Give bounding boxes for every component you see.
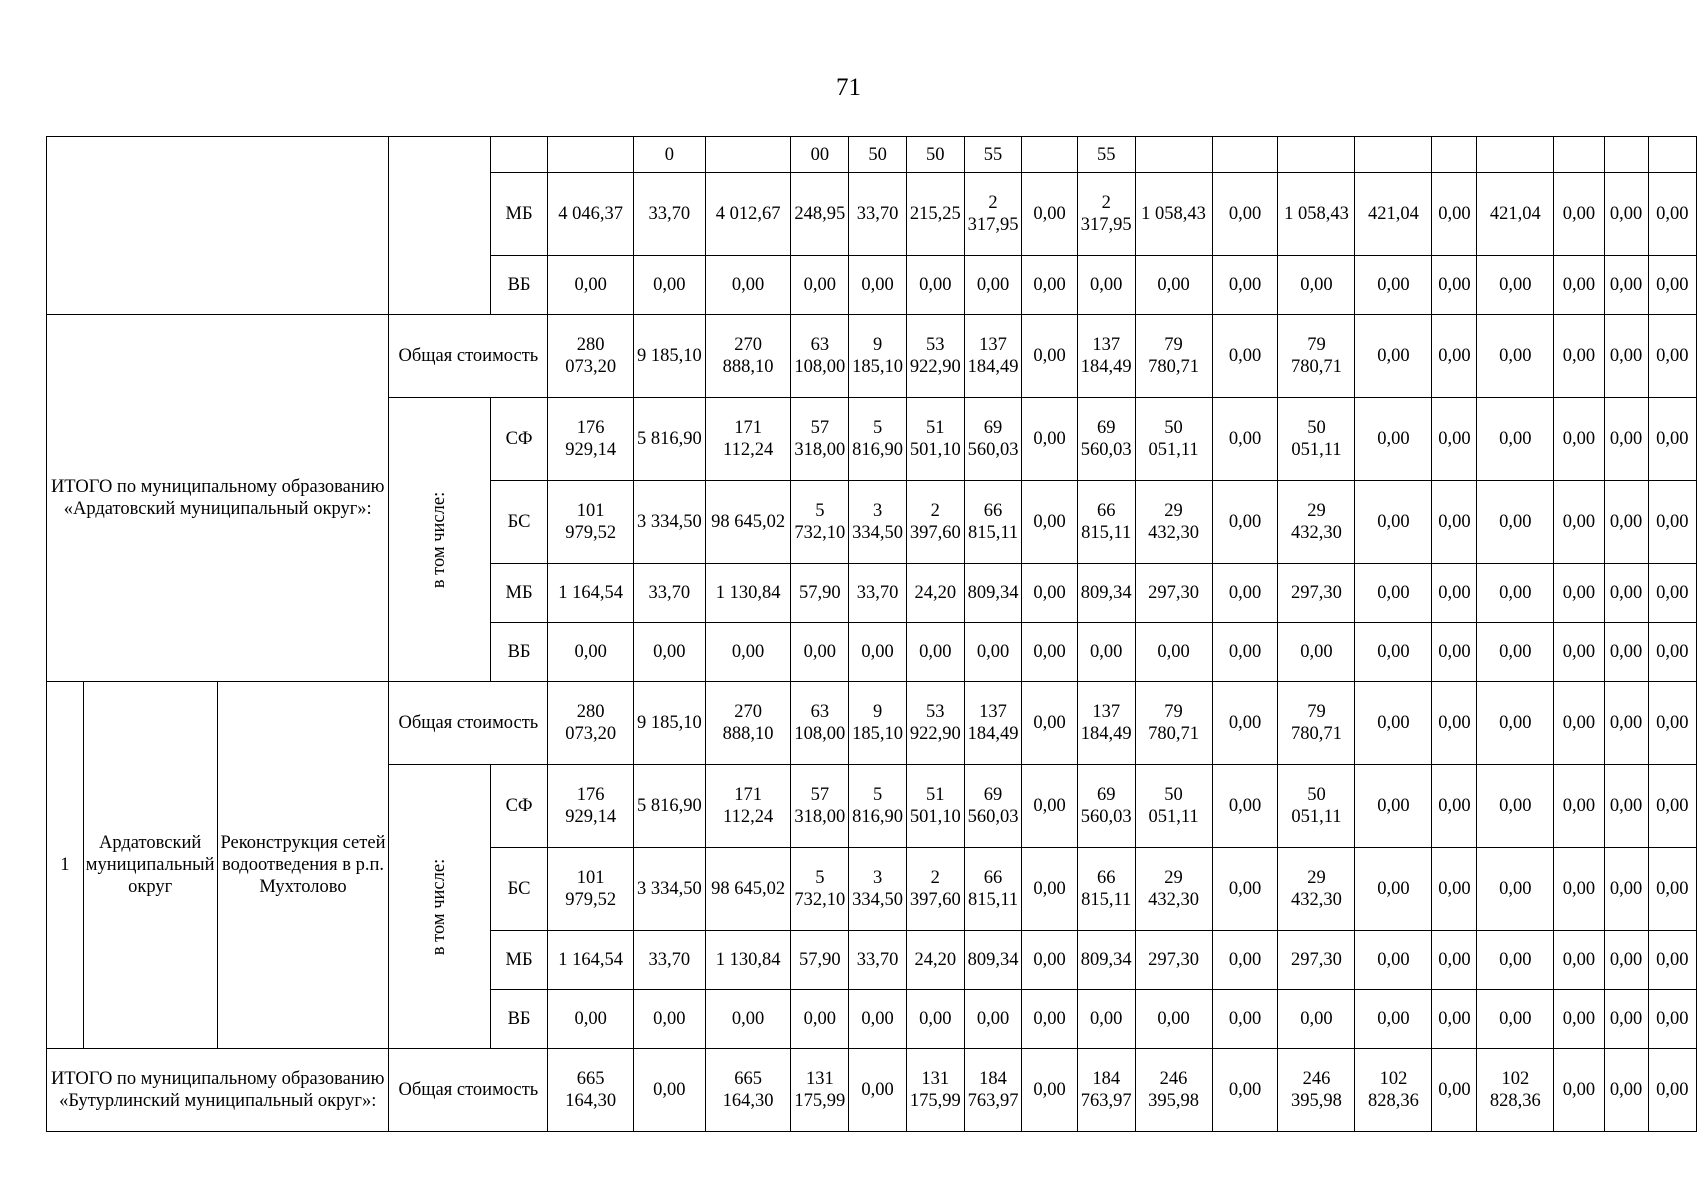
project-name: Реконструкция сетей водоотведения в р.п. Мухтолово bbox=[217, 682, 389, 1049]
carry-cell bbox=[1604, 137, 1648, 173]
value-cell: 0,00 bbox=[1432, 173, 1477, 256]
value-cell: 5 816,90 bbox=[634, 398, 706, 481]
value-cell: 0,00 bbox=[1022, 931, 1077, 990]
value-cell: 2 397,60 bbox=[906, 848, 964, 931]
value-cell: 63 108,00 bbox=[791, 315, 849, 398]
value-cell: 5 816,90 bbox=[849, 765, 907, 848]
value-cell: 0,00 bbox=[1554, 990, 1604, 1049]
value-cell: 215,25 bbox=[906, 173, 964, 256]
value-cell: 66 815,11 bbox=[1077, 848, 1135, 931]
fund-cell: ВБ bbox=[490, 256, 547, 315]
value-cell: 809,34 bbox=[1077, 564, 1135, 623]
value-cell: 0,00 bbox=[1212, 848, 1278, 931]
value-cell: 0,00 bbox=[1432, 990, 1477, 1049]
value-cell: 0,00 bbox=[1648, 682, 1696, 765]
value-cell: 79 780,71 bbox=[1278, 315, 1355, 398]
value-cell: 248,95 bbox=[791, 173, 849, 256]
fund-cell: БС bbox=[490, 481, 547, 564]
value-cell: 0,00 bbox=[1604, 848, 1648, 931]
empty-fund-cell bbox=[490, 137, 547, 173]
value-cell: 0,00 bbox=[1355, 848, 1432, 931]
value-cell: 0,00 bbox=[1432, 256, 1477, 315]
carry-cell: 0 bbox=[634, 137, 706, 173]
value-cell: 0,00 bbox=[1604, 256, 1648, 315]
value-cell: 57 318,00 bbox=[791, 765, 849, 848]
carry-cell: 00 bbox=[791, 137, 849, 173]
value-cell: 5 816,90 bbox=[634, 765, 706, 848]
value-cell: 24,20 bbox=[906, 931, 964, 990]
budget-table bbox=[46, 136, 1697, 1132]
value-cell: 0,00 bbox=[1554, 315, 1604, 398]
value-cell: 0,00 bbox=[1477, 398, 1554, 481]
value-cell: 0,00 bbox=[1648, 990, 1696, 1049]
value-cell: 33,70 bbox=[849, 931, 907, 990]
value-cell: 50 051,11 bbox=[1135, 765, 1212, 848]
value-cell: 0,00 bbox=[1477, 256, 1554, 315]
value-cell: 0,00 bbox=[1648, 173, 1696, 256]
empty-label-cell bbox=[47, 137, 389, 315]
value-cell: 0,00 bbox=[1432, 848, 1477, 931]
value-cell: 0,00 bbox=[906, 990, 964, 1049]
value-cell: 53 922,90 bbox=[906, 315, 964, 398]
value-cell: 66 815,11 bbox=[964, 481, 1022, 564]
value-cell: 51 501,10 bbox=[906, 398, 964, 481]
value-cell: 270 888,10 bbox=[705, 315, 791, 398]
value-cell: 0,00 bbox=[1477, 765, 1554, 848]
incl-text: в том числе: bbox=[429, 491, 450, 588]
value-cell: 79 780,71 bbox=[1135, 315, 1212, 398]
value-cell: 0,00 bbox=[1432, 398, 1477, 481]
carry-cell bbox=[548, 137, 634, 173]
value-cell: 0,00 bbox=[1554, 931, 1604, 990]
page-number: 71 bbox=[836, 74, 861, 101]
value-cell: 0,00 bbox=[906, 623, 964, 682]
value-cell: 137 184,49 bbox=[964, 315, 1022, 398]
carry-cell bbox=[1022, 137, 1077, 173]
value-cell: 0,00 bbox=[1604, 315, 1648, 398]
value-cell: 33,70 bbox=[634, 173, 706, 256]
value-cell: 0,00 bbox=[1355, 682, 1432, 765]
value-cell: 280 073,20 bbox=[548, 682, 634, 765]
value-cell: 0,00 bbox=[1212, 398, 1278, 481]
value-cell: 809,34 bbox=[964, 564, 1022, 623]
carry-cell bbox=[1648, 137, 1696, 173]
fund-cell: СФ bbox=[490, 398, 547, 481]
value-cell: 3 334,50 bbox=[849, 481, 907, 564]
project-number: 1 bbox=[47, 682, 84, 1049]
value-cell: 665 164,30 bbox=[705, 1049, 791, 1132]
value-cell: 1 130,84 bbox=[705, 564, 791, 623]
value-cell: 0,00 bbox=[1432, 623, 1477, 682]
value-cell: 0,00 bbox=[634, 256, 706, 315]
value-cell: 0,00 bbox=[1648, 398, 1696, 481]
value-cell: 0,00 bbox=[1432, 931, 1477, 990]
fund-cell: МБ bbox=[490, 173, 547, 256]
value-cell: 665 164,30 bbox=[548, 1049, 634, 1132]
value-cell: 0,00 bbox=[1278, 990, 1355, 1049]
value-cell: 0,00 bbox=[1432, 765, 1477, 848]
value-cell: 171 112,24 bbox=[705, 765, 791, 848]
value-cell: 0,00 bbox=[1135, 256, 1212, 315]
value-cell: 50 051,11 bbox=[1135, 398, 1212, 481]
value-cell: 421,04 bbox=[1477, 173, 1554, 256]
value-cell: 171 112,24 bbox=[705, 398, 791, 481]
value-cell: 0,00 bbox=[1477, 481, 1554, 564]
value-cell: 29 432,30 bbox=[1278, 848, 1355, 931]
value-cell: 0,00 bbox=[1022, 398, 1077, 481]
value-cell: 0,00 bbox=[705, 990, 791, 1049]
value-cell: 33,70 bbox=[849, 564, 907, 623]
value-cell: 1 058,43 bbox=[1135, 173, 1212, 256]
value-cell: 0,00 bbox=[1022, 1049, 1077, 1132]
value-cell: 0,00 bbox=[1648, 564, 1696, 623]
value-cell: 2 317,95 bbox=[964, 173, 1022, 256]
value-cell: 5 816,90 bbox=[849, 398, 907, 481]
value-cell: 0,00 bbox=[1278, 256, 1355, 315]
value-cell: 0,00 bbox=[964, 990, 1022, 1049]
value-cell: 0,00 bbox=[1554, 481, 1604, 564]
value-cell: 0,00 bbox=[634, 1049, 706, 1132]
value-cell: 0,00 bbox=[964, 256, 1022, 315]
value-cell: 0,00 bbox=[849, 990, 907, 1049]
value-cell: 0,00 bbox=[964, 623, 1022, 682]
value-cell: 0,00 bbox=[1648, 315, 1696, 398]
value-cell: 0,00 bbox=[1477, 990, 1554, 1049]
value-cell: 0,00 bbox=[849, 623, 907, 682]
value-cell: 98 645,02 bbox=[705, 848, 791, 931]
value-cell: 0,00 bbox=[1022, 990, 1077, 1049]
value-cell: 53 922,90 bbox=[906, 682, 964, 765]
carry-cell bbox=[1135, 137, 1212, 173]
value-cell: 246 395,98 bbox=[1135, 1049, 1212, 1132]
value-cell: 0,00 bbox=[1648, 623, 1696, 682]
value-cell: 0,00 bbox=[1432, 315, 1477, 398]
value-cell: 0,00 bbox=[1212, 1049, 1278, 1132]
value-cell: 0,00 bbox=[1604, 623, 1648, 682]
value-cell: 0,00 bbox=[1432, 1049, 1477, 1132]
value-cell: 0,00 bbox=[1477, 564, 1554, 623]
value-cell: 0,00 bbox=[1477, 315, 1554, 398]
value-cell: 98 645,02 bbox=[705, 481, 791, 564]
value-cell: 0,00 bbox=[1604, 398, 1648, 481]
value-cell: 0,00 bbox=[1554, 848, 1604, 931]
value-cell: 0,00 bbox=[1022, 564, 1077, 623]
total-cost-label: Общая стоимость bbox=[389, 1049, 548, 1132]
value-cell: 270 888,10 bbox=[705, 682, 791, 765]
value-cell: 0,00 bbox=[1355, 623, 1432, 682]
carry-cell bbox=[1212, 137, 1278, 173]
value-cell: 9 185,10 bbox=[849, 682, 907, 765]
value-cell: 102 828,36 bbox=[1355, 1049, 1432, 1132]
value-cell: 5 732,10 bbox=[791, 481, 849, 564]
value-cell: 0,00 bbox=[1604, 931, 1648, 990]
value-cell: 0,00 bbox=[548, 990, 634, 1049]
value-cell: 0,00 bbox=[1212, 481, 1278, 564]
value-cell: 0,00 bbox=[1355, 931, 1432, 990]
value-cell: 3 334,50 bbox=[634, 848, 706, 931]
total-cost-label: Общая стоимость bbox=[389, 315, 548, 398]
value-cell: 0,00 bbox=[791, 256, 849, 315]
ardatov-total-row bbox=[47, 315, 1697, 398]
value-cell: 69 560,03 bbox=[1077, 398, 1135, 481]
value-cell: 0,00 bbox=[1077, 256, 1135, 315]
value-cell: 0,00 bbox=[1604, 765, 1648, 848]
value-cell: 0,00 bbox=[1355, 765, 1432, 848]
value-cell: 0,00 bbox=[1212, 173, 1278, 256]
value-cell: 0,00 bbox=[1477, 623, 1554, 682]
value-cell: 57,90 bbox=[791, 931, 849, 990]
value-cell: 176 929,14 bbox=[548, 765, 634, 848]
value-cell: 0,00 bbox=[1554, 765, 1604, 848]
value-cell: 0,00 bbox=[1212, 990, 1278, 1049]
value-cell: 57,90 bbox=[791, 564, 849, 623]
fund-cell: ВБ bbox=[490, 623, 547, 682]
ardatov-total-label: ИТОГО по муниципальному образованию «Ардатовский муниципальный округ»: bbox=[47, 315, 389, 682]
fund-cell: БС bbox=[490, 848, 547, 931]
value-cell: 51 501,10 bbox=[906, 765, 964, 848]
value-cell: 0,00 bbox=[634, 990, 706, 1049]
value-cell: 0,00 bbox=[1022, 481, 1077, 564]
value-cell: 5 732,10 bbox=[791, 848, 849, 931]
value-cell: 2 317,95 bbox=[1077, 173, 1135, 256]
value-cell: 79 780,71 bbox=[1135, 682, 1212, 765]
value-cell: 29 432,30 bbox=[1135, 481, 1212, 564]
value-cell: 0,00 bbox=[1135, 990, 1212, 1049]
value-cell: 0,00 bbox=[791, 623, 849, 682]
value-cell: 0,00 bbox=[1022, 315, 1077, 398]
carry-cell: 55 bbox=[964, 137, 1022, 173]
value-cell: 0,00 bbox=[1554, 564, 1604, 623]
value-cell: 0,00 bbox=[1648, 256, 1696, 315]
value-cell: 0,00 bbox=[1212, 682, 1278, 765]
value-cell: 0,00 bbox=[1355, 564, 1432, 623]
value-cell: 50 051,11 bbox=[1278, 398, 1355, 481]
value-cell: 0,00 bbox=[1278, 623, 1355, 682]
value-cell: 0,00 bbox=[1432, 564, 1477, 623]
value-cell: 297,30 bbox=[1135, 931, 1212, 990]
value-cell: 0,00 bbox=[1212, 315, 1278, 398]
value-cell: 176 929,14 bbox=[548, 398, 634, 481]
value-cell: 0,00 bbox=[791, 990, 849, 1049]
value-cell: 102 828,36 bbox=[1477, 1049, 1554, 1132]
value-cell: 0,00 bbox=[1648, 481, 1696, 564]
value-cell: 0,00 bbox=[548, 256, 634, 315]
value-cell: 0,00 bbox=[1077, 990, 1135, 1049]
empty-incl-cell bbox=[389, 137, 490, 315]
value-cell: 3 334,50 bbox=[634, 481, 706, 564]
carry-cell: 50 bbox=[906, 137, 964, 173]
value-cell: 0,00 bbox=[1022, 848, 1077, 931]
incl-vertical-label bbox=[389, 765, 490, 1049]
value-cell: 0,00 bbox=[1604, 173, 1648, 256]
value-cell: 9 185,10 bbox=[634, 682, 706, 765]
total-cost-label: Общая стоимость bbox=[389, 682, 548, 765]
value-cell: 63 108,00 bbox=[791, 682, 849, 765]
value-cell: 24,20 bbox=[906, 564, 964, 623]
value-cell: 0,00 bbox=[1432, 481, 1477, 564]
value-cell: 4 012,67 bbox=[705, 173, 791, 256]
value-cell: 0,00 bbox=[1212, 765, 1278, 848]
buturlino-total-row bbox=[47, 1049, 1697, 1132]
value-cell: 4 046,37 bbox=[548, 173, 634, 256]
value-cell: 1 058,43 bbox=[1278, 173, 1355, 256]
value-cell: 1 130,84 bbox=[705, 931, 791, 990]
fund-cell: МБ bbox=[490, 931, 547, 990]
value-cell: 0,00 bbox=[1604, 1049, 1648, 1132]
value-cell: 33,70 bbox=[849, 173, 907, 256]
value-cell: 137 184,49 bbox=[1077, 682, 1135, 765]
value-cell: 0,00 bbox=[1022, 765, 1077, 848]
value-cell: 0,00 bbox=[1554, 1049, 1604, 1132]
value-cell: 0,00 bbox=[1212, 623, 1278, 682]
value-cell: 2 397,60 bbox=[906, 481, 964, 564]
carry-cell: 50 bbox=[849, 137, 907, 173]
carry-cell bbox=[1554, 137, 1604, 173]
value-cell: 33,70 bbox=[634, 931, 706, 990]
fund-cell: ВБ bbox=[490, 990, 547, 1049]
fund-cell: СФ bbox=[490, 765, 547, 848]
value-cell: 9 185,10 bbox=[849, 315, 907, 398]
value-cell: 0,00 bbox=[548, 623, 634, 682]
value-cell: 280 073,20 bbox=[548, 315, 634, 398]
value-cell: 184 763,97 bbox=[964, 1049, 1022, 1132]
value-cell: 0,00 bbox=[1648, 848, 1696, 931]
value-cell: 50 051,11 bbox=[1278, 765, 1355, 848]
value-cell: 0,00 bbox=[1432, 682, 1477, 765]
value-cell: 0,00 bbox=[1355, 990, 1432, 1049]
value-cell: 184 763,97 bbox=[1077, 1049, 1135, 1132]
value-cell: 0,00 bbox=[1355, 315, 1432, 398]
value-cell: 79 780,71 bbox=[1278, 682, 1355, 765]
fund-cell: МБ bbox=[490, 564, 547, 623]
value-cell: 69 560,03 bbox=[964, 398, 1022, 481]
value-cell: 0,00 bbox=[1355, 398, 1432, 481]
value-cell: 246 395,98 bbox=[1278, 1049, 1355, 1132]
value-cell: 66 815,11 bbox=[964, 848, 1022, 931]
value-cell: 0,00 bbox=[1355, 481, 1432, 564]
value-cell: 137 184,49 bbox=[964, 682, 1022, 765]
value-cell: 0,00 bbox=[1604, 481, 1648, 564]
value-cell: 0,00 bbox=[1022, 173, 1077, 256]
value-cell: 809,34 bbox=[964, 931, 1022, 990]
value-cell: 809,34 bbox=[1077, 931, 1135, 990]
carry-cell bbox=[1278, 137, 1355, 173]
value-cell: 0,00 bbox=[906, 256, 964, 315]
value-cell: 0,00 bbox=[1554, 173, 1604, 256]
value-cell: 0,00 bbox=[1648, 931, 1696, 990]
value-cell: 57 318,00 bbox=[791, 398, 849, 481]
carry-cell bbox=[1355, 137, 1432, 173]
value-cell: 3 334,50 bbox=[849, 848, 907, 931]
value-cell: 1 164,54 bbox=[548, 931, 634, 990]
value-cell: 29 432,30 bbox=[1278, 481, 1355, 564]
value-cell: 131 175,99 bbox=[791, 1049, 849, 1132]
value-cell: 9 185,10 bbox=[634, 315, 706, 398]
carry-cell bbox=[1477, 137, 1554, 173]
value-cell: 0,00 bbox=[1554, 256, 1604, 315]
value-cell: 0,00 bbox=[1477, 682, 1554, 765]
value-cell: 0,00 bbox=[705, 623, 791, 682]
value-cell: 0,00 bbox=[705, 256, 791, 315]
project-district: Ардатовский муниципальный округ bbox=[83, 682, 217, 1049]
value-cell: 29 432,30 bbox=[1135, 848, 1212, 931]
value-cell: 0,00 bbox=[849, 1049, 907, 1132]
value-cell: 0,00 bbox=[1022, 256, 1077, 315]
value-cell: 0,00 bbox=[1077, 623, 1135, 682]
value-cell: 0,00 bbox=[1604, 990, 1648, 1049]
value-cell: 0,00 bbox=[1022, 623, 1077, 682]
value-cell: 0,00 bbox=[849, 256, 907, 315]
value-cell: 131 175,99 bbox=[906, 1049, 964, 1132]
value-cell: 0,00 bbox=[1355, 256, 1432, 315]
value-cell: 421,04 bbox=[1355, 173, 1432, 256]
value-cell: 0,00 bbox=[1554, 623, 1604, 682]
value-cell: 297,30 bbox=[1278, 564, 1355, 623]
value-cell: 0,00 bbox=[1604, 682, 1648, 765]
value-cell: 0,00 bbox=[1554, 398, 1604, 481]
value-cell: 0,00 bbox=[1212, 256, 1278, 315]
value-cell: 0,00 bbox=[634, 623, 706, 682]
value-cell: 0,00 bbox=[1022, 682, 1077, 765]
value-cell: 101 979,52 bbox=[548, 481, 634, 564]
value-cell: 0,00 bbox=[1212, 931, 1278, 990]
value-cell: 297,30 bbox=[1135, 564, 1212, 623]
value-cell: 101 979,52 bbox=[548, 848, 634, 931]
value-cell: 0,00 bbox=[1648, 765, 1696, 848]
value-cell: 297,30 bbox=[1278, 931, 1355, 990]
carry-over-row bbox=[47, 137, 1697, 173]
value-cell: 1 164,54 bbox=[548, 564, 634, 623]
value-cell: 0,00 bbox=[1554, 682, 1604, 765]
value-cell: 33,70 bbox=[634, 564, 706, 623]
value-cell: 69 560,03 bbox=[1077, 765, 1135, 848]
incl-text: в том числе: bbox=[429, 858, 450, 955]
value-cell: 0,00 bbox=[1212, 564, 1278, 623]
project-total-row bbox=[47, 682, 1697, 765]
value-cell: 69 560,03 bbox=[964, 765, 1022, 848]
value-cell: 0,00 bbox=[1135, 623, 1212, 682]
value-cell: 0,00 bbox=[1604, 564, 1648, 623]
carry-cell bbox=[1432, 137, 1477, 173]
incl-vertical-label bbox=[389, 398, 490, 682]
value-cell: 137 184,49 bbox=[1077, 315, 1135, 398]
carry-cell bbox=[705, 137, 791, 173]
value-cell: 0,00 bbox=[1477, 931, 1554, 990]
value-cell: 66 815,11 bbox=[1077, 481, 1135, 564]
value-cell: 0,00 bbox=[1648, 1049, 1696, 1132]
value-cell: 0,00 bbox=[1477, 848, 1554, 931]
carry-cell: 55 bbox=[1077, 137, 1135, 173]
buturlino-total-label: ИТОГО по муниципальному образованию «Бутурлинский муниципальный округ»: bbox=[47, 1049, 389, 1132]
